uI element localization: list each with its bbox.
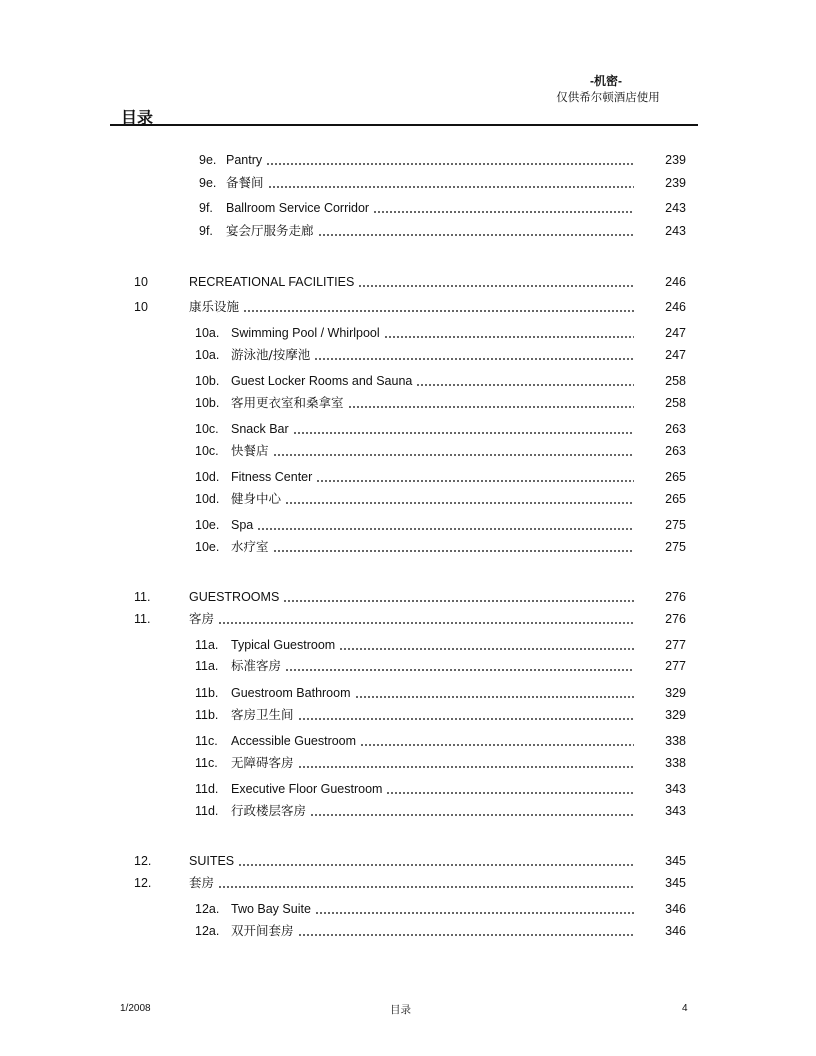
- toc-entry-page: 277: [665, 659, 686, 673]
- toc-entry[interactable]: [195, 467, 686, 487]
- dot-leader: [348, 406, 634, 408]
- toc-entry-number: 11.: [134, 612, 151, 626]
- toc-entry-title: 客房卫生间: [231, 707, 294, 722]
- toc-entry[interactable]: [134, 297, 686, 317]
- toc-entry[interactable]: [195, 393, 686, 413]
- toc-entry-number: 9f.: [199, 201, 213, 215]
- toc-entry-number: 10b.: [195, 396, 220, 410]
- toc-entry-page: 239: [665, 176, 686, 190]
- toc-entry-page: 277: [665, 638, 686, 652]
- hilton-only-label: 仅供希尔顿酒店使用: [556, 90, 660, 104]
- toc-entry-page: 263: [665, 444, 686, 458]
- toc-entry-title: GUESTROOMS: [189, 590, 280, 604]
- dot-leader: [298, 934, 634, 936]
- dot-leader: [257, 528, 634, 530]
- toc-entry-title: 标准客房: [231, 658, 282, 673]
- toc-entry[interactable]: [195, 753, 686, 773]
- toc-entry-number: 10e.: [195, 518, 220, 532]
- toc-entry-number: 11c.: [195, 756, 218, 770]
- toc-entry-title: 快餐店: [231, 443, 269, 458]
- toc-entry[interactable]: [199, 150, 686, 170]
- toc-entry-page: 343: [665, 804, 686, 818]
- toc-entry[interactable]: [195, 899, 686, 919]
- dot-leader: [238, 864, 634, 866]
- toc-entry-page: 243: [665, 201, 686, 215]
- toc-entry-page: 247: [665, 348, 686, 362]
- toc-entry-page: 246: [665, 275, 686, 289]
- toc-entry-title: Fitness Center: [231, 470, 313, 484]
- toc-entry-page: 246: [665, 300, 686, 314]
- toc-entry-page: 239: [665, 153, 686, 167]
- toc-entry-number: 11a.: [195, 659, 219, 673]
- dot-leader: [310, 814, 634, 816]
- dot-leader: [273, 550, 634, 552]
- toc-entry-number: 11d.: [195, 782, 219, 796]
- dot-leader: [283, 600, 634, 602]
- toc-entry-title: Pantry: [226, 153, 263, 167]
- toc-entry-title: 客房: [189, 611, 215, 626]
- toc-entry-number: 12a.: [195, 924, 220, 938]
- toc-entry-page: 258: [665, 374, 686, 388]
- dot-leader: [218, 886, 634, 888]
- toc-entry-page: 276: [665, 590, 686, 604]
- toc-entry[interactable]: [195, 323, 686, 343]
- toc-entry-number: 10: [134, 275, 148, 289]
- toc-entry[interactable]: [134, 609, 686, 629]
- toc-entry-page: 345: [665, 854, 686, 868]
- dot-leader: [318, 234, 634, 236]
- toc-entry-number: 12a.: [195, 902, 220, 916]
- toc-entry-title: Typical Guestroom: [231, 638, 336, 652]
- toc-entry-number: 11a.: [195, 638, 219, 652]
- dot-leader: [373, 211, 634, 213]
- toc-entry-page: 338: [665, 734, 686, 748]
- header-divider: [110, 124, 698, 126]
- toc-entry[interactable]: [195, 419, 686, 439]
- dot-leader: [360, 744, 634, 746]
- dot-leader: [384, 336, 634, 338]
- confidential-label: -机密-: [590, 74, 622, 88]
- toc-entry-title: 健身中心: [231, 491, 282, 506]
- dot-leader: [315, 912, 634, 914]
- toc-entry-title: 水疗室: [231, 539, 269, 554]
- toc-entry-title: 备餐间: [226, 175, 264, 190]
- toc-heading: 目录: [121, 108, 154, 127]
- dot-leader: [218, 622, 634, 624]
- toc-entry-page: 338: [665, 756, 686, 770]
- toc-entry[interactable]: [195, 489, 686, 509]
- toc-entry[interactable]: [195, 705, 686, 725]
- toc-entry-page: 275: [665, 540, 686, 554]
- toc-entry-title: Guest Locker Rooms and Sauna: [231, 374, 413, 388]
- toc-entry-page: 345: [665, 876, 686, 890]
- toc-entry-title: Executive Floor Guestroom: [231, 782, 383, 796]
- dot-leader: [285, 669, 634, 671]
- toc-entry[interactable]: [134, 873, 686, 893]
- toc-entry-page: 329: [665, 708, 686, 722]
- toc-entry[interactable]: [199, 198, 686, 218]
- toc-entry-number: 11d.: [195, 804, 219, 818]
- toc-entry-number: 10: [134, 300, 148, 314]
- toc-entry-page: 243: [665, 224, 686, 238]
- toc-entry-title: Two Bay Suite: [231, 902, 311, 916]
- toc-entry[interactable]: [134, 272, 686, 292]
- toc-entry[interactable]: [195, 656, 686, 676]
- toc-entry-number: 10a.: [195, 348, 220, 362]
- toc-entry-title: Swimming Pool / Whirlpool: [231, 326, 380, 340]
- toc-entry-title: 客用更衣室和桑拿室: [231, 395, 344, 410]
- dot-leader: [243, 310, 634, 312]
- toc-entry[interactable]: [195, 801, 686, 821]
- toc-entry-page: 346: [665, 924, 686, 938]
- toc-entry[interactable]: [195, 683, 686, 703]
- toc-entry-title: 宴会厅服务走廊: [226, 223, 314, 238]
- toc-entry-number: 12.: [134, 854, 152, 868]
- toc-entry-number: 10c.: [195, 444, 219, 458]
- dot-leader: [293, 432, 634, 434]
- toc-entry[interactable]: [195, 345, 686, 365]
- toc-entry-title: 双开间套房: [231, 923, 294, 938]
- toc-entry-number: 12.: [134, 876, 152, 890]
- toc-entry-title: 游泳池/按摩池: [231, 347, 311, 362]
- dot-leader: [298, 766, 634, 768]
- toc-entry[interactable]: [195, 515, 686, 535]
- footer-page-number: 4: [682, 1003, 688, 1014]
- toc-entry-page: 329: [665, 686, 686, 700]
- dot-leader: [339, 648, 634, 650]
- toc-entry-page: 343: [665, 782, 686, 796]
- toc-entry-page: 265: [665, 470, 686, 484]
- toc-entry-page: 275: [665, 518, 686, 532]
- toc-entry-page: 258: [665, 396, 686, 410]
- toc-entry-number: 10a.: [195, 326, 220, 340]
- toc-entry[interactable]: [199, 221, 686, 241]
- toc-entry[interactable]: [195, 371, 686, 391]
- toc-entry-page: 263: [665, 422, 686, 436]
- toc-entry-page: 346: [665, 902, 686, 916]
- dot-leader: [416, 384, 634, 386]
- dot-leader: [298, 718, 634, 720]
- toc-entry-title: Spa: [231, 518, 254, 532]
- toc-entry-title: RECREATIONAL FACILITIES: [189, 275, 355, 289]
- toc-entry[interactable]: [134, 851, 686, 871]
- footer-date: 1/2008: [120, 1003, 151, 1014]
- toc-entry-title: 套房: [189, 875, 215, 890]
- toc-entry-number: 10b.: [195, 374, 220, 388]
- dot-leader: [358, 285, 634, 287]
- toc-entry[interactable]: [195, 537, 686, 557]
- footer-title: 目录: [390, 1004, 411, 1016]
- dot-leader: [273, 454, 634, 456]
- toc-entry-number: 9e.: [199, 153, 217, 167]
- toc-entry-page: 276: [665, 612, 686, 626]
- dot-leader: [314, 358, 634, 360]
- toc-entry-page: 247: [665, 326, 686, 340]
- toc-entry-number: 10d.: [195, 492, 220, 506]
- toc-entry-title: Ballroom Service Corridor: [226, 201, 370, 215]
- dot-leader: [355, 696, 635, 698]
- toc-entry-number: 9f.: [199, 224, 213, 238]
- toc-entry[interactable]: [195, 921, 686, 941]
- toc-entry[interactable]: [195, 731, 686, 751]
- toc-entry-number: 11b.: [195, 708, 219, 722]
- toc-entry-title: 行政楼层客房: [231, 803, 307, 818]
- toc-entry[interactable]: [195, 635, 686, 655]
- toc-entry-page: 265: [665, 492, 686, 506]
- toc-entry[interactable]: [199, 173, 686, 193]
- toc-entry-number: 11.: [134, 590, 151, 604]
- toc-entry-number: 10c.: [195, 422, 219, 436]
- toc-entry-number: 11c.: [195, 734, 218, 748]
- dot-leader: [266, 163, 634, 165]
- toc-entry[interactable]: [195, 779, 686, 799]
- toc-entry-title: 康乐设施: [189, 299, 240, 314]
- toc-entry[interactable]: [195, 441, 686, 461]
- toc-entry-title: Guestroom Bathroom: [231, 686, 351, 700]
- toc-entry[interactable]: [134, 587, 686, 607]
- toc-entry-title: SUITES: [189, 854, 235, 868]
- toc-entry-title: 无障碍客房: [231, 755, 294, 770]
- toc-entry-title: Accessible Guestroom: [231, 734, 357, 748]
- dot-leader: [268, 186, 634, 188]
- dot-leader: [386, 792, 634, 794]
- toc-entry-number: 10e.: [195, 540, 220, 554]
- toc-entry-number: 10d.: [195, 470, 220, 484]
- dot-leader: [285, 502, 634, 504]
- dot-leader: [316, 480, 634, 482]
- toc-entry-number: 9e.: [199, 176, 217, 190]
- toc-entry-number: 11b.: [195, 686, 219, 700]
- toc-entry-title: Snack Bar: [231, 422, 289, 436]
